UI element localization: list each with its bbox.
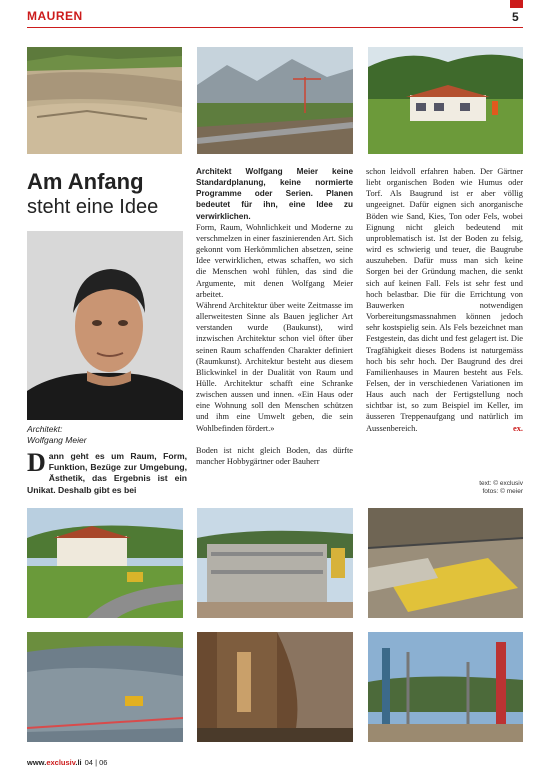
article-column-3 bbox=[366, 166, 523, 434]
header-rule bbox=[27, 27, 523, 28]
photo-formwork-concrete bbox=[368, 508, 523, 618]
photo-architect-portrait bbox=[27, 231, 183, 420]
article-signoff: ex. bbox=[513, 423, 523, 433]
credits bbox=[440, 480, 523, 496]
footer-url[interactable]: www.exclusiv.li bbox=[27, 758, 82, 767]
section-label: MAUREN bbox=[27, 9, 83, 23]
footer bbox=[27, 758, 107, 767]
issue-number: 04 | 06 bbox=[84, 758, 108, 767]
col2-paragraph-2: Während Architektur über weite Zeitmasse im allerweitesten Sinne als Bauen jeglicher Art verstanden wurde (Baukunst), wird inzwischen Architektur schon viel öfter über seinen Raum schaffenden Charakter definiert (Raumkunst). Architektur besteht aus diesem Blickwinkel in der Dualität von Raum und Hülle. Architektur schafft eine Schranke zwischen aussen und innen. «Ein Haus oder eine Wohnung soll den Menschen schützen und ihm eine Umwelt geben, die sein Wohlbefinden fördert.» bbox=[196, 300, 353, 433]
lead-bold-text: Architekt Wolfgang Meier keine Standardplanung, keine normierte Programme oder Serien. Planen bedeutet für ihn, eine Idee zu verwirklichen. bbox=[196, 167, 353, 221]
col2-paragraph-3: Boden ist nicht gleich Boden, das dürfte mancher Hobbygärtner oder Bauherr bbox=[196, 445, 353, 466]
subheadline: steht eine Idee bbox=[27, 196, 159, 218]
page-number: 5 bbox=[512, 10, 519, 24]
headline: Am Anfang bbox=[27, 169, 144, 194]
photo-finished-house bbox=[368, 47, 523, 154]
photo-house-street bbox=[27, 508, 183, 618]
photo-rock-excavation bbox=[27, 632, 183, 742]
article-column-2 bbox=[196, 166, 353, 467]
intro-paragraph bbox=[27, 448, 187, 496]
photo-interior-rock-wall bbox=[197, 632, 353, 742]
portrait-caption bbox=[27, 424, 147, 446]
col2-paragraph-1: Form, Raum, Wohnlichkeit und Moderne zu verschmelzen in einer faszinierenden Art. Sich gekonnt vom Herkömmlichen absetzen, seine Idee verwirklichen, etwas schaffen, wo sich die Menschen wohl fühlen, das sind die Argumente, mit denen Wolfgang Meier arbeitet. bbox=[196, 222, 353, 299]
caption-name: Wolfgang Meier bbox=[27, 435, 87, 445]
photo-building-shell bbox=[197, 508, 353, 618]
intro-text: ann geht es um Raum, Form, Funktion, Bezüge zur Umgebung, Ästhetik, das Ergebnis ist ein Unikat. Deshalb gibt es bei bbox=[27, 451, 187, 495]
text-credit: text: © exclusiv bbox=[479, 480, 523, 487]
photo-valley-road bbox=[197, 47, 353, 154]
page-corner-tab bbox=[510, 0, 523, 8]
drop-cap: D bbox=[27, 448, 46, 477]
caption-role: Architekt: bbox=[27, 424, 63, 434]
photo-crane-rebar bbox=[368, 632, 523, 742]
photo-credit: fotos: © meier bbox=[482, 488, 523, 495]
photo-excavated-hillside bbox=[27, 47, 182, 154]
col3-paragraph: schon leidvoll erfahren haben. Der Gärtner liebt organischen Boden wie Humus oder Torf. Als Baugrund ist er aber völlig ungeeignet. Dafür eignen sich anorganische Böden wie Sand, Kies, Ton oder Fels, wobei Eignung nicht gleich bedeutend mit unproblematisch ist. Ist der Boden zu felsig, wird es schwierig und teuer, die Baugrube auszuheben. Dafür muss man sich keine Sorgen bei der Gründung machen, die senkt sich auf keinen Fall. Fels ist sehr fest und hoch belastbar. Die für die Errichtung von Bauwerken notwendigen Vorbereitungsmassnahmen können jedoch sehr kostspielig sein. Als Fels bezeichnet man Festgestein, das dicht und fest gelagert ist. Die Tragfähigkeit dieses Bodens ist naturgemäss hoch bis sehr hoch. Der Baugrund des drei Familienhauses in Mauren besteht aus Fels. Felsen, der in verschiedenen Variationen im Haus auch nach der Fertigstellung noch sichtbar ist, so zum Beispiel im Keller, im äusseren Treppenaufgang und natürlich im Aussenbereich. bbox=[366, 167, 523, 433]
